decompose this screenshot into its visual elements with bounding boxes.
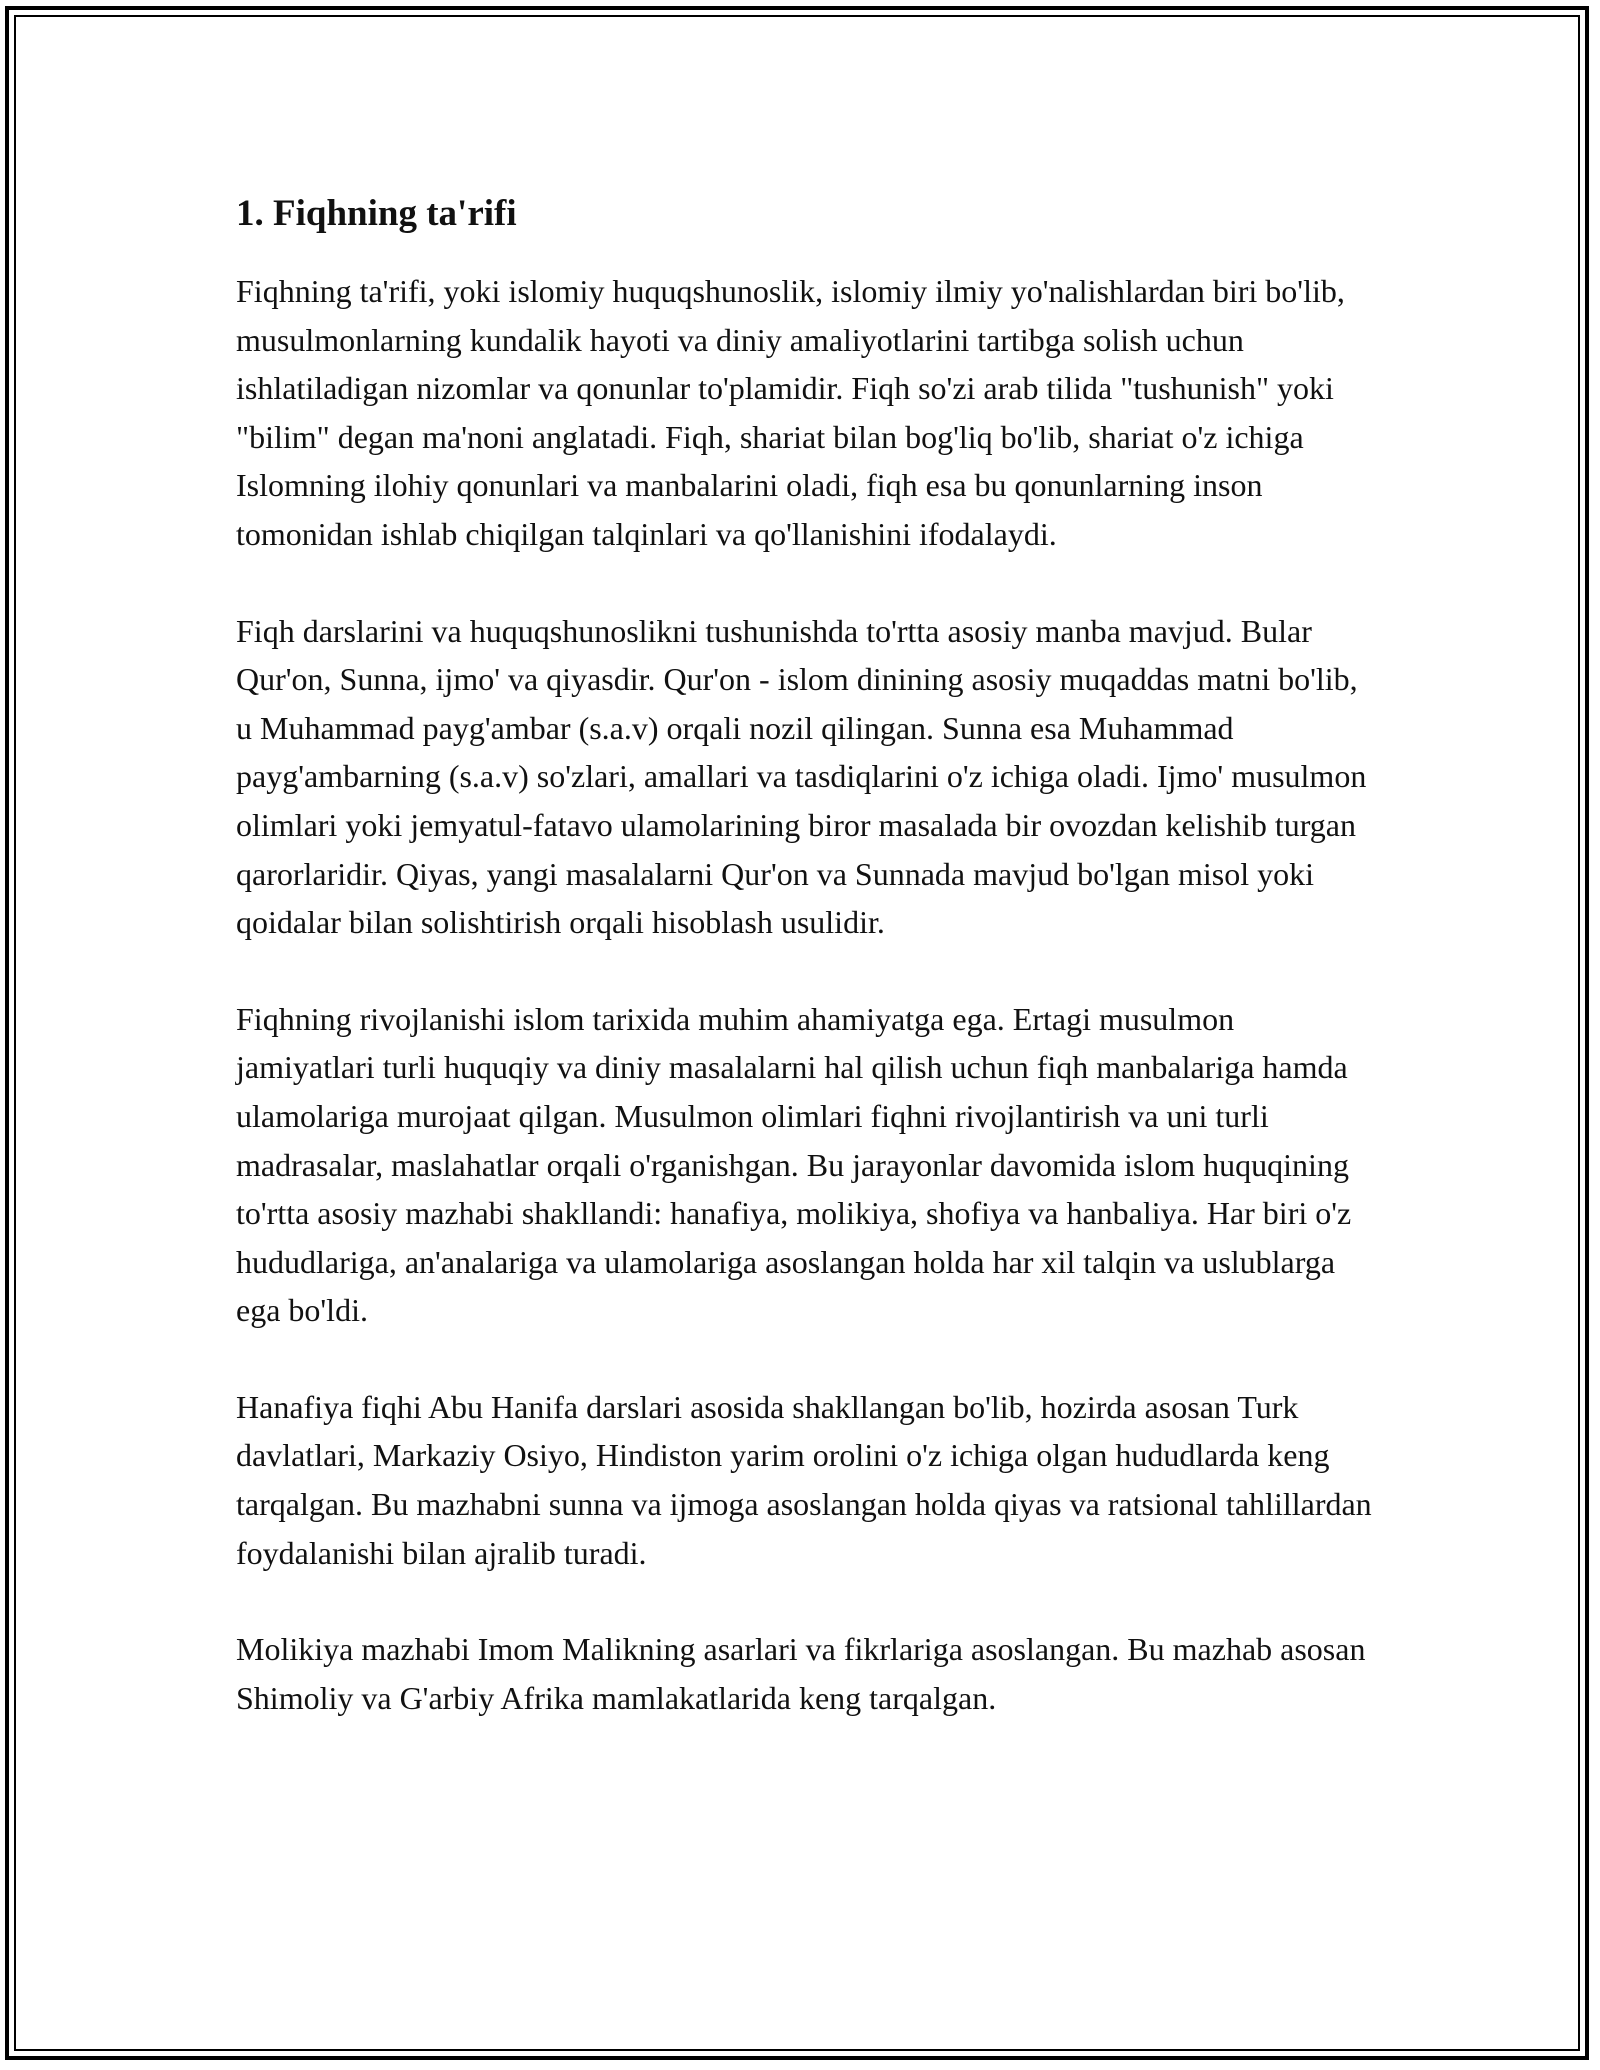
section-heading: 1. Fiqhning ta'rifi [236, 193, 517, 234]
paragraph-development: Fiqhning rivojlanishi islom tarixida muhim ahamiyatga ega. Ertagi musulmon jamiyatlari turli huquqiy va diniy masalalarni hal qilish uchun fiqh manbalariga hamda ulamolariga murojaat qilgan. Musulmon olimlari fiqhni rivojlantirish va uni turli madrasalar, maslahatlar orqali o'rganishgan. Bu jarayonlar davomida islom huquqining to'rtta asosiy mazhabi shakllandi: hanafiya, molikiya, shofiya va hanbaliya. Har biri o'z hududlariga, an'analariga va ulamolariga asoslangan holda har xil talqin va uslublarga ega bo'ldi. [236, 1000, 1352, 1329]
paragraph-hanafi: Hanafiya fiqhi Abu Hanifa darslari asosida shakllangan bo'lib, hozirda asosan Turk davlatlari, Markaziy Osiyo, Hindiston yarim orolini o'z ichiga olgan hududlarda keng tarqalgan. Bu mazhabni sunna va ijmoga asoslangan holda qiyas va ratsional tahlillardan foydalanishi bilan ajralib turadi. [236, 1388, 1372, 1571]
paragraph-definition: Fiqhning ta'rifi, yoki islomiy huquqshunoslik, islomiy ilmiy yo'nalishlardan biri bo'lib, musulmonlarning kundalik hayoti va diniy amaliyotlarini tartibga solish uchun ishlatiladigan nizomlar va qonunlar to'plamidir. Fiqh so'zi arab tilida "tushunish" yoki "bilim" degan ma'noni anglatadi. Fiqh, shariat bilan bog'liq bo'lib, shariat o'z ichiga Islomning ilohiy qonunlari va manbalarini oladi, fiqh esa bu qonunlarning inson tomonidan ishlab chiqilgan talqinlari va qo'llanishini ifodalaydi. [236, 273, 1345, 552]
paragraph-maliki: Molikiya mazhabi Imom Malikning asarlari va fikrlariga asoslangan. Bu mazhab asosan Shimoliy va G'arbiy Afrika mamlakatlarida keng tarqalgan. [236, 1631, 1366, 1716]
document-body [236, 186, 1376, 1722]
paragraph-sources: Fiqh darslarini va huquqshunoslikni tushunishda to'rtta asosiy manba mavjud. Bular Qur'on, Sunna, ijmo' va qiyasdir. Qur'on - islom dinining asosiy muqaddas matni bo'lib, u Muhammad payg'ambar (s.a.v) orqali nozil qilingan. Sunna esa Muhammad payg'ambarning (s.a.v) so'zlari, amallari va tasdiqlarini o'z ichiga oladi. Ijmo' musulmon olimlari yoki jemyatul-fatavo ulamolarining biror masalada bir ovozdan kelishib turgan qarorlaridir. Qiyas, yangi masalalarni Qur'on va Sunnada mavjud bo'lgan misol yoki qoidalar bilan solishtirish orqali hisoblash usulidir. [236, 612, 1367, 941]
